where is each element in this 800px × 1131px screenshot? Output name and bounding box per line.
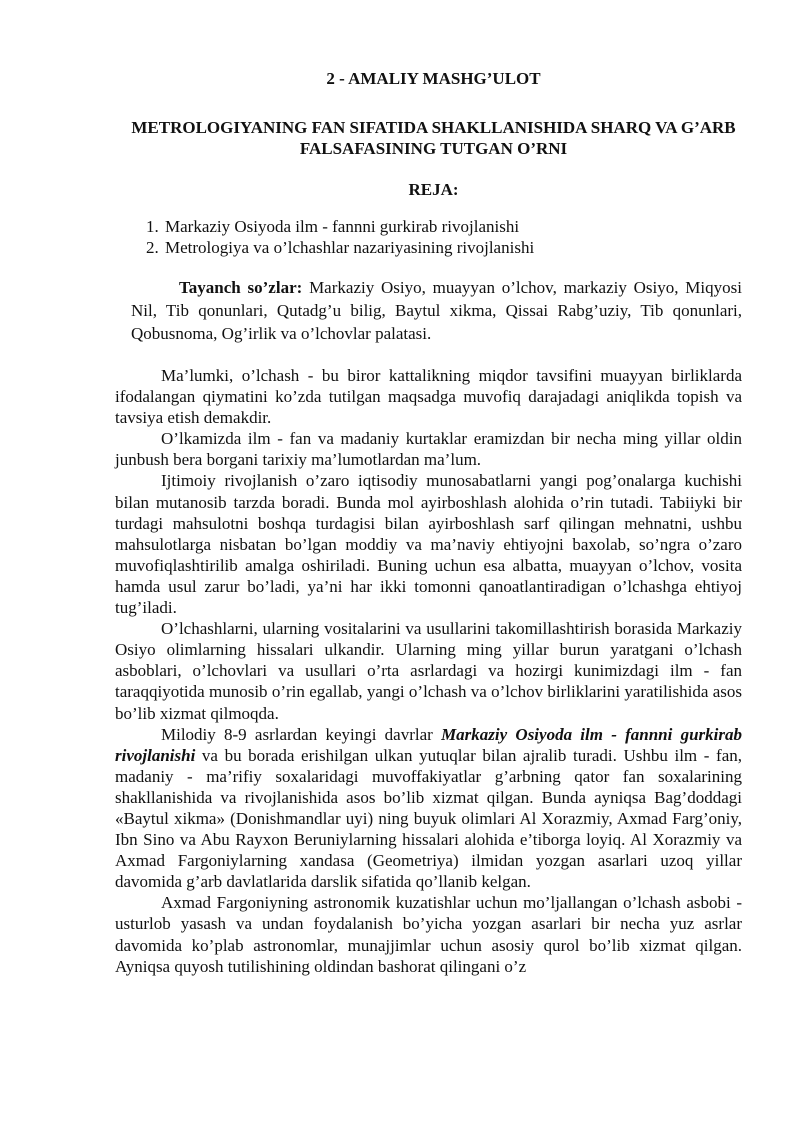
- topic-title: METROLOGIYANING FAN SIFATIDA SHAKLLANISHIDA SHARQ VA G’ARB FALSAFASINING TUTGAN O’RNI: [131, 118, 736, 158]
- paragraph-5-end: va bu borada erishilgan ulkan yutuqlar bilan ajralib turadi. Ushbu ilm - fan, madaniy - ma’rifiy soxalaridagi muvoffakiyatlar g’arbning qator fan soxalarining shakllanishida va rivojlanishida asos bo’lib xizmat qilgan. Bunda ayniqsa Bag’doddagi «Baytul xikma» (Donishmandlar uyi) ning buyuk olimlari Al Xorazmiy, Axmad Farg’oniy, Ibn Sino va Abu Rayxon Beruniylarning hissalari alohida e’tiborga loyiq. Al Xorazmiy va Axmad Fargoniylarning xandasa (Geometriya) ilmidan yozgan asarlari uzoq yillar davomida g’arb davlatlarida darslik sifatida qo’llanib kelgan.: [115, 745, 742, 892]
- paragraph-5: [115, 724, 742, 893]
- paragraph-6: Axmad Fargoniyning astronomik kuzatishlar uchun mo’ljallangan o’lchash asbobi - usturlob yasash va undan foydalanish bo’yicha yozgan asarlari bir necha yuz asrlar davomida ko’plab astronomlar, munajjimlar uchun asosiy qurol bo’lib xizmat qilgan. Ayniqsa quyosh tutilishining oldindan bashorat qilingani o’z: [115, 893, 742, 976]
- lesson-title: 2 - AMALIY MASHG’ULOT: [326, 69, 541, 88]
- body-text: [115, 365, 742, 977]
- paragraph-1: Ma’lumki, o’lchash - bu biror kattalikning miqdor tavsifini muayyan birliklarda ifodalangan qiymatini ko’zda tutilgan maqsadga muvofiq darajadagi aniqlikda topish va tavsiya etish demakdir.: [115, 366, 742, 428]
- keywords-paragraph: [131, 276, 742, 345]
- plan-item-2: 2. Metrologiya va o’lchashlar nazariyasining rivojlanishi: [163, 237, 742, 258]
- paragraph-4: O’lchashlarni, ularning vositalarini va usullarini takomillashtirish borasida Markaziy Osiyo olimlarning hissalari ulkandir. Ularning ming yillar burun yaratgani o’lchash asboblari, o’lchovlari va usullari o’rta asrlardagi va hozirgi kunimizdagi ilm - fan taraqqiyotida munosib o’rin egallab, yangi o’lchash va o’lchov birliklarini yaratilishida asos bo’lib xizmat qilmoqda.: [115, 619, 742, 723]
- plan-title: REJA:: [408, 180, 459, 199]
- plan-item-1: 1. Markaziy Osiyoda ilm - fannni gurkirab rivojlanishi: [163, 216, 742, 237]
- paragraph-5-emphasis: Markaziy Osiyoda ilm - fannni gurkirab rivojlanishi: [115, 724, 743, 765]
- paragraph-3: Ijtimoiy rivojlanish o’zaro iqtisodiy munosabatlarni yangi pog’onalarga kuchishi bilan mutanosib tarzda boradi. Bunda mol ayirboshlash alohida o’rin tutadi. Tabiiyki bir turdagi mahsulotni boshqa turdagisi bilan ayirboshlash sarf qilingan mehnatni, ushbu mahsulotlarga nisbatan bo’lgan moddiy va ma’naviy ehtiyojni baxolab, so’ngra o’zaro muvofiqlashtirilib amalga oshiriladi. Buning uchun esa albatta, muayyan o’lchov, vosita hamda usul zarur bo’ladi, ya’ni har ikki tomonni qanoatlantiradigan o’lchashga ehtiyoj tug’iladi.: [115, 471, 742, 618]
- keywords-label: Tayanch so’zlar:: [179, 278, 303, 297]
- paragraph-2: O’lkamizda ilm - fan va madaniy kurtaklar eramizdan bir necha ming yillar oldin junbush bera borgani tarixiy ma’lumotlardan ma’lum.: [115, 429, 742, 470]
- paragraph-5-start: Milodiy 8-9 asrlardan keyingi davrlar: [161, 724, 442, 744]
- plan-list: [115, 216, 742, 258]
- document-page: [115, 68, 742, 977]
- keywords-text: Markaziy Osiyo, muayyan o’lchov, markaziy Osiyo, Miqyosi Nil, Tib qonunlari, Qutadg’u bilig, Baytul xikma, Qissai Rabg’uziy, Tib qonunlari, Qobusnoma, Og’irlik va o’lchovlar palatasi.: [131, 278, 742, 343]
